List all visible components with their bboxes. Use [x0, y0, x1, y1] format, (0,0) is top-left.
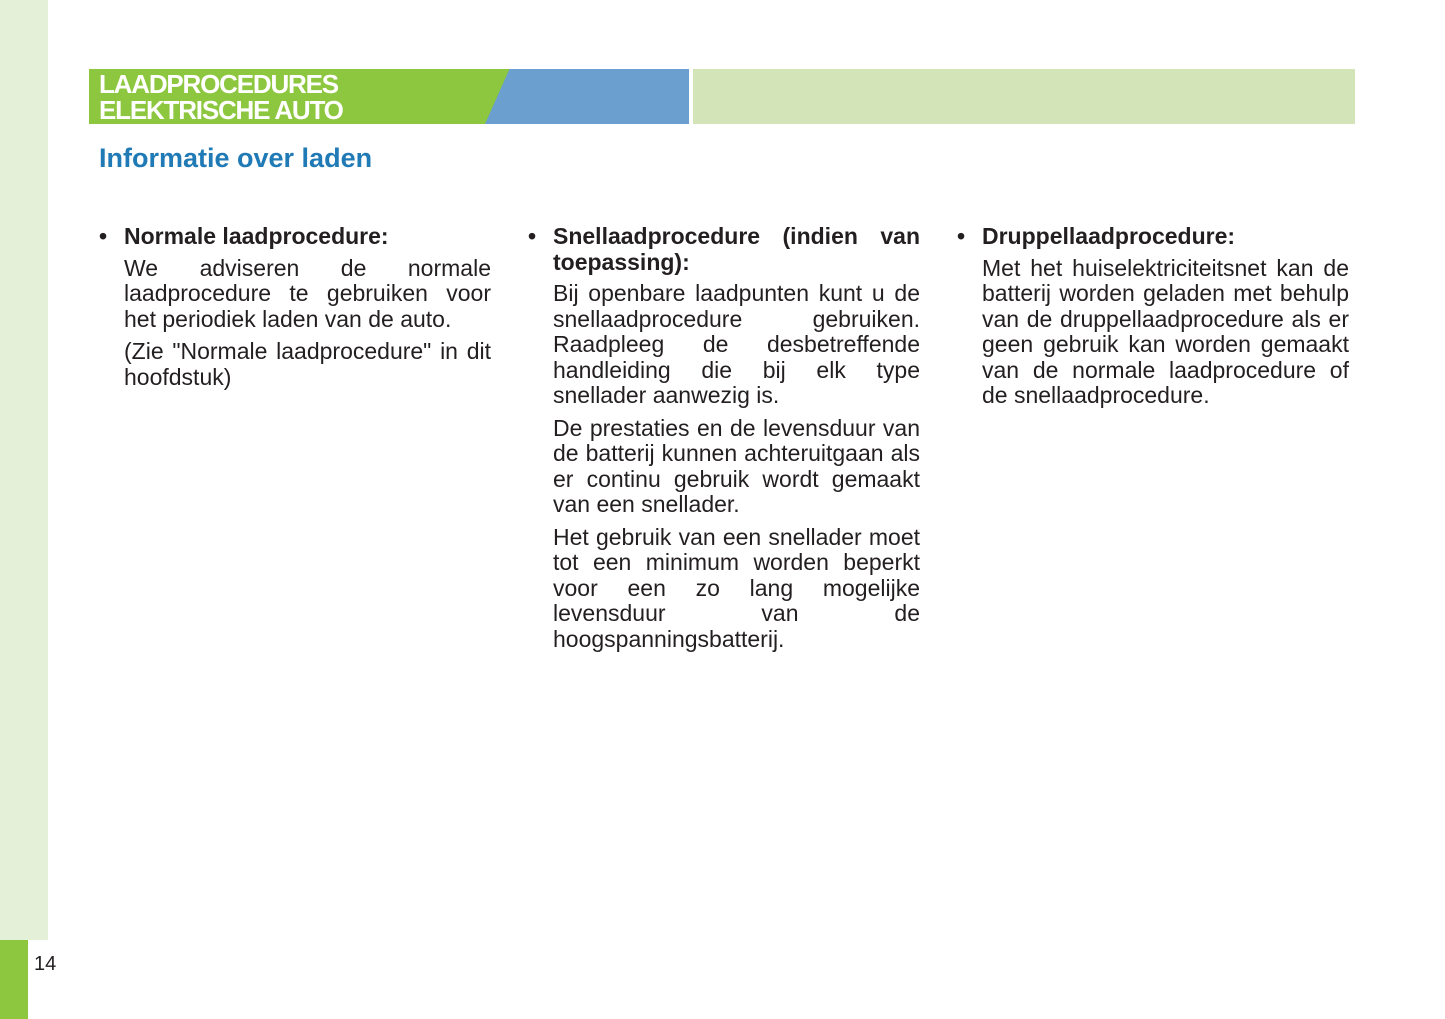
paragraph: (Zie "Normale laadprocedure" in dit hoofdstuk): [124, 338, 491, 390]
page-number: 14: [34, 953, 57, 975]
column-normal-charging: [93, 224, 491, 397]
column-fast-charging: [522, 224, 920, 659]
chapter-title-line1: LAADPROCEDURES: [99, 69, 338, 99]
bullet-heading: [951, 224, 1349, 250]
bullet-heading: [93, 224, 491, 250]
bullet-heading-text: Normale laadprocedure:: [124, 223, 389, 249]
section-title: Informatie over laden: [99, 143, 373, 173]
bullet-icon: •: [956, 223, 966, 249]
chapter-title: [99, 71, 343, 123]
header-bar-blue: [485, 69, 689, 124]
bullet-icon: •: [527, 223, 537, 249]
paragraph: Het gebruik van een snellader moet tot een minimum worden beperkt voor een zo lang mogelijke levensduur van de hoogspanningsbatterij.: [553, 523, 920, 652]
paragraph: We adviseren de normale laadprocedure te gebruiken voor het periodiek laden van de auto.: [124, 254, 491, 332]
paragraph: Bij openbare laadpunten kunt u de snellaadprocedure gebruiken. Raadpleeg de desbetreffende handleiding die bij elk type snellader aanwezig is.: [553, 280, 920, 408]
bullet-heading: [522, 224, 920, 275]
paragraph: De prestaties en de levensduur van de batterij kunnen achteruitgaan als er continu gebruik wordt gemaakt van een snellader.: [553, 414, 920, 517]
bullet-icon: •: [98, 223, 108, 249]
header-bar-pale: [693, 69, 1355, 124]
side-margin-strip: [0, 0, 48, 940]
chapter-title-line2: ELEKTRISCHE AUTO: [99, 95, 343, 125]
page-tab-marker: [0, 940, 28, 1019]
paragraph: Met het huiselektriciteitsnet kan de batterij worden geladen met behulp van de druppellaadprocedure als er geen gebruik kan worden gemaakt van de normale laadprocedure of de snellaadprocedure.: [982, 254, 1349, 408]
column-trickle-charging: [951, 224, 1349, 416]
bullet-heading-text: Druppellaadprocedure:: [982, 223, 1236, 249]
bullet-heading-text: Snellaadprocedure (indien van toepassing):: [553, 223, 920, 275]
